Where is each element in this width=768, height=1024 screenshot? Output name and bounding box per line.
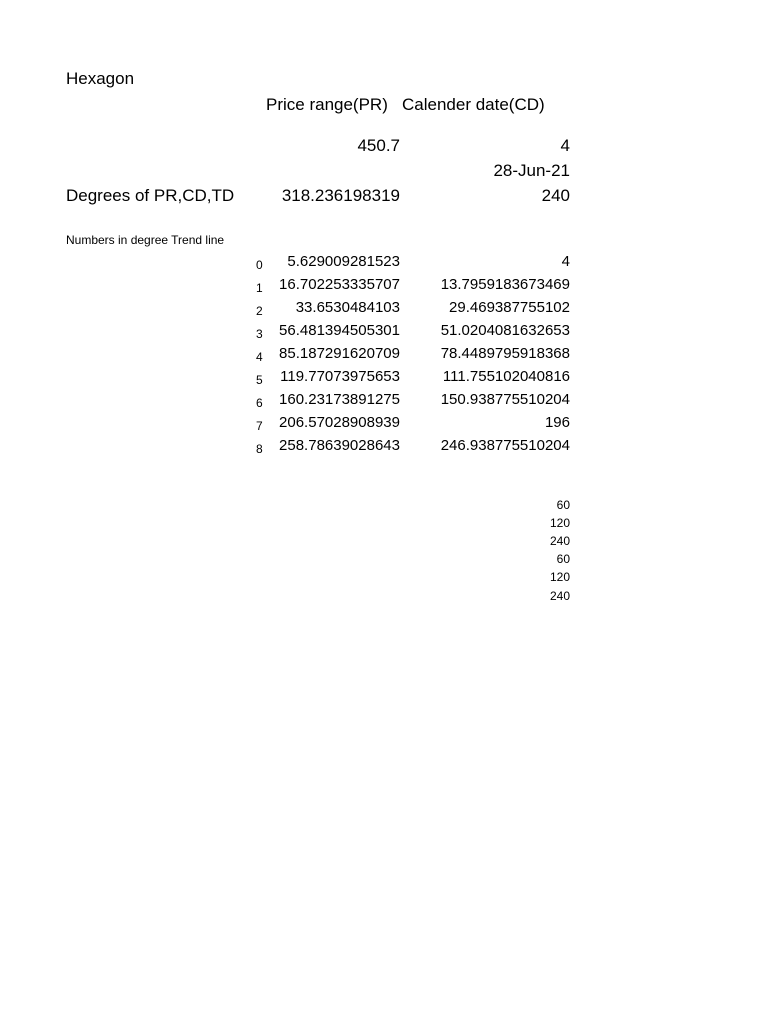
angle-value: 120 [549,570,570,584]
sheet-title: Hexagon [66,69,135,88]
row-index: 4 [256,350,263,364]
row-cd-value: 29.469387755102 [449,299,570,316]
row-pr-value: 56.481394505301 [279,322,400,339]
row-pr-value: 5.629009281523 [287,253,400,270]
angle-value: 60 [556,498,570,512]
degrees-label: Degrees of PR,CD,TD [66,186,235,205]
angle-value: 60 [556,552,570,566]
row-index: 0 [256,258,263,272]
angle-value: 240 [549,589,570,603]
table-row [0,391,768,414]
calendar-value[interactable]: 4 [560,136,570,155]
trend-line-label: Numbers in degree Trend line [66,233,225,247]
row-cd-value: 111.755102040816 [442,368,570,385]
table-row [0,414,768,437]
table-row [0,253,768,276]
table-row [0,299,768,322]
row-pr-value: 33.6530484103 [295,299,400,316]
row-pr-value: 258.78639028643 [279,437,400,454]
row-index: 7 [256,419,263,433]
angle-value: 240 [549,534,570,548]
row-cd-value: 51.0204081632653 [440,322,570,339]
row-pr-value: 206.57028908939 [279,414,400,431]
row-index: 5 [256,373,263,387]
row-index: 6 [256,396,263,410]
table-row [0,322,768,345]
row-pr-value: 119.77073975653 [280,368,400,385]
row-pr-value: 160.23173891275 [279,391,400,408]
row-cd-value: 196 [544,414,570,431]
header-calendar-date: Calender date(CD) [402,95,545,114]
row-index: 1 [256,281,263,295]
table-row [0,345,768,368]
row-cd-value: 246.938775510204 [440,437,570,454]
table-row [0,276,768,299]
degrees-cd-value: 240 [541,186,570,205]
row-cd-value: 78.4489795918368 [440,345,570,362]
row-pr-value: 85.187291620709 [279,345,400,362]
row-cd-value: 4 [561,253,570,270]
header-price-range: Price range(PR) [266,95,388,114]
row-cd-value: 13.7959183673469 [440,276,570,293]
row-index: 3 [256,327,263,341]
table-row [0,437,768,460]
angle-value: 120 [549,516,570,530]
degrees-pr-value: 318.236198319 [281,186,400,205]
row-index: 8 [256,442,263,456]
table-row [0,368,768,391]
row-index: 2 [256,304,263,318]
price-range-value[interactable]: 450.7 [357,136,400,155]
calendar-date-value[interactable]: 28-Jun-21 [493,161,570,180]
row-pr-value: 16.702253335707 [279,276,400,293]
row-cd-value: 150.938775510204 [440,391,570,408]
